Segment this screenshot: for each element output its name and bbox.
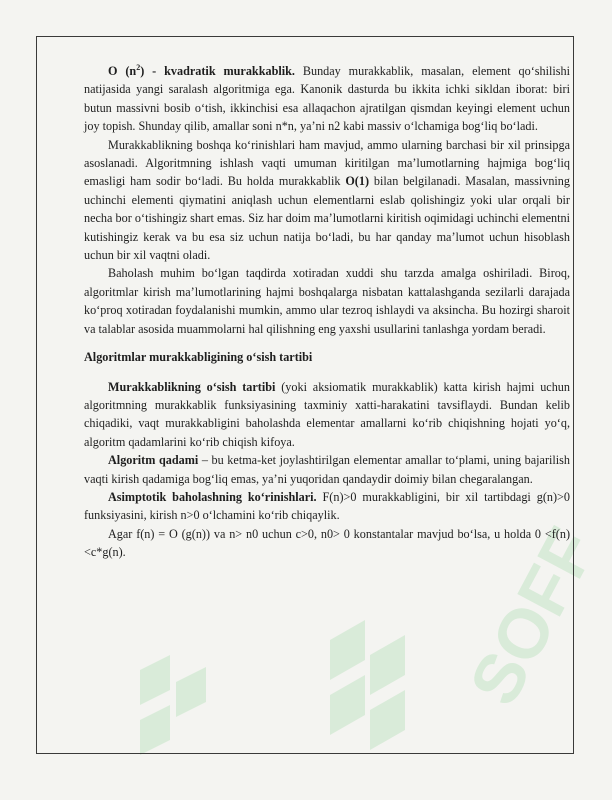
constant-complexity-label: O(1) [345, 174, 370, 189]
document-body [84, 62, 570, 562]
paragraph-growth-order: Murakkablikning o‘sish tartibi (yoki aksiomatik murakkablik) katta kirish hajmi uchun algoritmning murakkablik funksiyasining taxminiy xatti-harakatini tavsiflaydi. Bundan kelib chiqadiki, vaqt murakkabligini baholashda elementar amallarni ko‘rib chiqishning hojati yo‘q, algoritm qadamlarini ko‘rib chiqish kifoya. [84, 379, 570, 449]
term-asymptotic: Asimptotik baholashning ko‘rinishlari. [108, 489, 317, 504]
paragraph-quadratic-text: Bunday murakkablik, masalan, element qo‘shilishi natijasida yangi saralash algoritmiga ega. Kanonik dasturda bu ikkita ichki sikldan iborat: biri butun massivni bosib o‘tish, ikkinchisi esa allaqachon ajratilgan qismdan keyingi element uchun joy topish. Shunday qilib, amallar soni n*n, ya’ni n2 kabi massiv o‘lchamiga bog‘liq bo‘ladi. [84, 64, 570, 134]
term-algorithm-step: Algoritm qadami [108, 453, 199, 468]
paragraph-other-forms: Murakkablikning boshqa ko‘rinishlari ham mavjud, ammo ularning barchasi bir xil prinsipga asoslanadi. Algoritmning ishlash vaqti umuman kiritilgan ma’lumotlarning hajmiga bog‘liq emasligi ham sodir bo‘ladi. Bu holda murakkablik O(1) bilan belgilanadi. Masalan, massivning uchinchi elementi qiymatini aniqlash uchun elementlarni eslab qolishingiz yoki ular orqali bir necha bor o‘tishingiz shart emas. Siz har doim ma’lumotlarni kiritish oqimidagi uchinchi elementni kutishingiz kerak va bu esa siz uchun natija bo‘ladi, bu har qanday ma’lumot uchun hisoblash uchun bir xil vaqtni oladi. [84, 137, 570, 263]
heading-quadratic: O $(n^2)$ - kvadratik murakkablik. [108, 62, 295, 78]
paragraph-memory: Baholash muhim bo‘lgan taqdirda xotiradan xuddi shu tarzda amalga oshiriladi. Biroq, algoritmlar kirish ma’lumotlarining hajmi boshqalarga nisbatan kattalashganda sezilarli darajada ko‘proq xotiradan foydalanishi mumkin, ammo ular tezroq ishlaydi va aksincha. Bu hozirgi sharoit va talablar asosida muammolarni hal qilishning eng yaxshi usullarini tanlashga yordam beradi. [84, 266, 570, 336]
paragraph-algorithm-step: Algoritm qadami – bu ketma-ket joylashtirilgan elementar amallar to‘plami, uning bajarilish vaqti kirish qadamiga bog‘liq emas, ya’ni yuqoridan qandaydir doimiy bilan chegaralangan. [84, 453, 570, 486]
paragraph-definition: Agar f(n) = O (g(n)) va n> n0 uchun c>0, n0> 0 konstantalar mavjud bo‘lsa, u holda 0 <f(n)<c*g(n). [84, 526, 570, 560]
paragraph-asymptotic: Asimptotik baholashning ko‘rinishlari. F(n)>0 murakkabligini, bir xil tartibdagi g(n)>0 funksiyasini, kirish n>0 o‘lchamini ko‘rib chiqaylik. [84, 489, 570, 523]
watermark-text: SOFF [454, 515, 611, 718]
paragraph-quadratic [84, 62, 570, 136]
section-title: Algoritmlar murakkabligining o‘sish tartibi [84, 350, 313, 365]
term-growth-order: Murakkablikning o‘sish tartibi [108, 379, 276, 394]
